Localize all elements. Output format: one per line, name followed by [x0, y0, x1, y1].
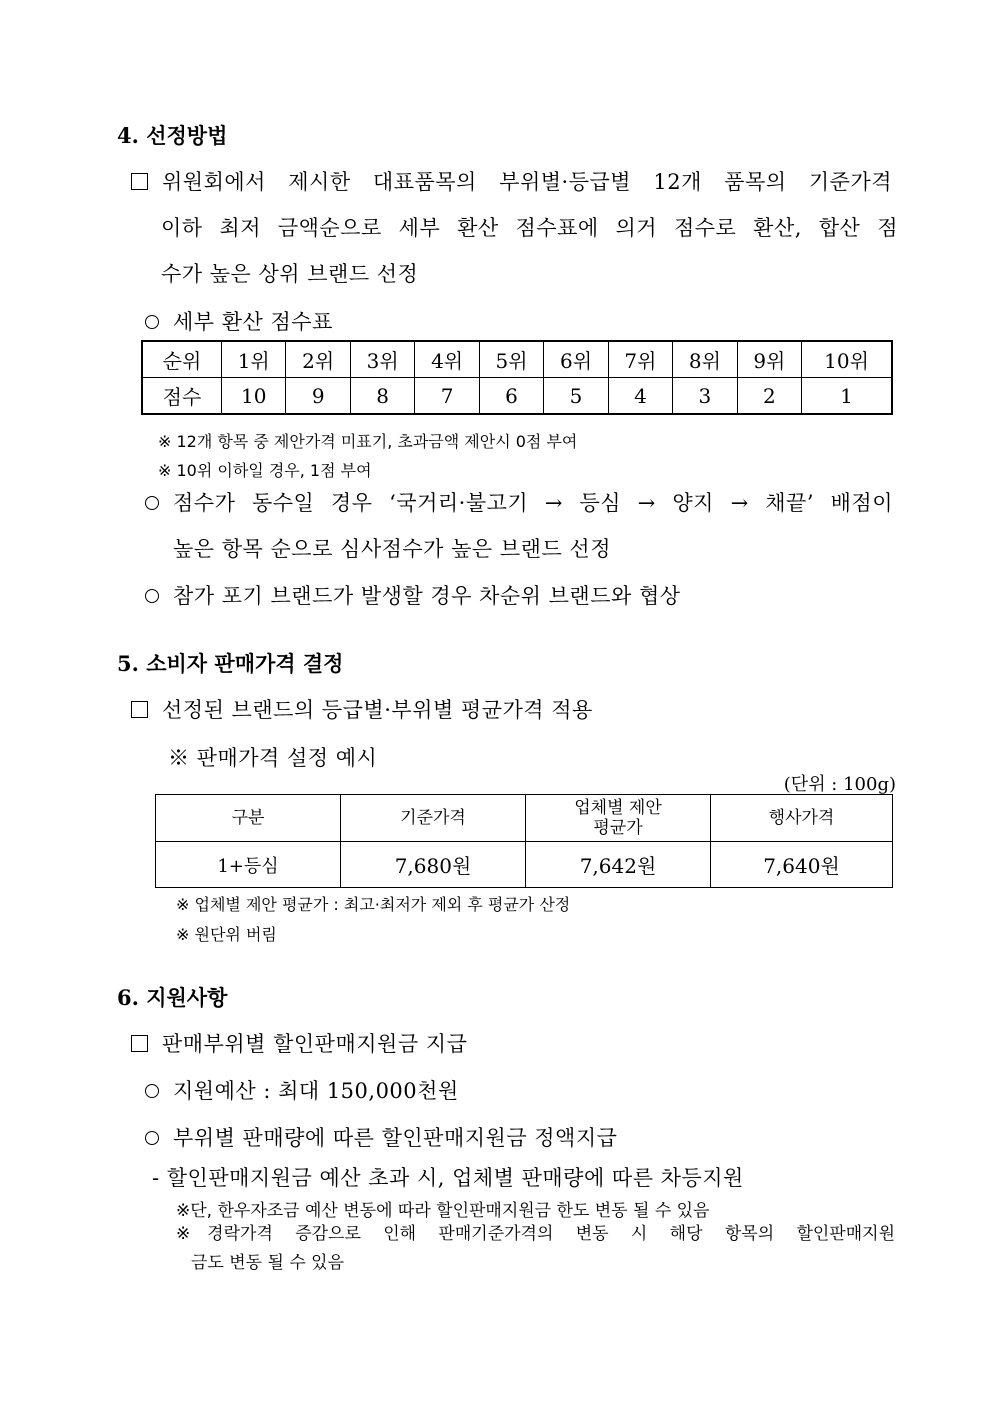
section-4-paragraph-line-2: 이하 최저 금액순으로 세부 환산 점수표에 의거 점수로 환산, 합산 점: [161, 216, 898, 240]
fixed-support-text: 부위별 판매량에 따른 할인판매지원금 정액지급: [173, 1126, 618, 1150]
score-cell: 1: [802, 378, 892, 415]
header-base-price: 기준가격: [341, 795, 526, 842]
price-table: [155, 794, 893, 888]
header-category: 구분: [156, 795, 341, 842]
circle-bullet-icon: [145, 496, 159, 510]
rank-cell: 6위: [544, 341, 608, 378]
support-note-3: 금도 변동 될 수 있음: [191, 1253, 344, 1273]
score-cell: 4: [608, 378, 672, 415]
budget-line: [145, 1075, 459, 1105]
rank-header-cell: 순위: [142, 341, 222, 378]
section-5-title: 5. 소비자 판매가격 결정: [117, 651, 344, 676]
cell-proposed-average: 7,642원: [526, 842, 711, 888]
section-6-paragraph-text: 판매부위별 할인판매지원금 지급: [162, 1032, 468, 1056]
tie-rule-line-2: 높은 항목 순으로 심사점수가 높은 브랜드 선정: [173, 537, 611, 561]
section-6-paragraph: [131, 1028, 467, 1058]
rank-cell: 4위: [415, 341, 479, 378]
score-cell: 10: [222, 378, 286, 415]
forfeit-rule-text: 참가 포기 브랜드가 발생할 경우 차순위 브랜드와 협상: [173, 584, 681, 608]
price-example-label: ※ 판매가격 설정 예시: [168, 746, 378, 770]
tie-rule-line-1: [145, 487, 893, 517]
tie-rule-text-1: 점수가 동수일 경우 ‘국거리·불고기 → 등심 → 양지 → 채끝’ 배점이: [173, 491, 893, 515]
tiered-support-line: - 할인판매지원금 예산 초과 시, 업체별 판매량에 따른 차등지원: [152, 1166, 744, 1190]
header-proposed-average-line-1: 업체별 제안: [574, 798, 662, 818]
rank-cell: 3위: [350, 341, 414, 378]
score-table: [141, 340, 893, 415]
rank-cell: 1위: [222, 341, 286, 378]
support-note-1: ※단, 한우자조금 예산 변동에 따라 할인판매지원금 한도 변동 될 수 있음: [176, 1201, 710, 1221]
score-note-1: ※ 12개 항목 중 제안가격 미표기, 초과금액 제안시 0점 부여: [158, 432, 578, 451]
checkbox-square-icon: [131, 173, 148, 190]
section-4-title: 4. 선정방법: [117, 123, 228, 148]
score-cell: 8: [350, 378, 414, 415]
price-table-row: [156, 842, 893, 888]
header-event-price: 행사가격: [711, 795, 893, 842]
fixed-support-line: [145, 1122, 617, 1152]
rank-cell: 8위: [673, 341, 737, 378]
cell-category: 1+등심: [156, 842, 341, 888]
score-table-rank-row: [142, 341, 892, 378]
circle-bullet-icon: [145, 589, 159, 603]
caption-text: 세부 환산 점수표: [173, 310, 333, 334]
price-note-1: ※ 업체별 제안 평균가 : 최고·최저가 제외 후 평균가 산정: [176, 895, 571, 914]
price-table-header-row: [156, 795, 893, 842]
circle-bullet-icon: [145, 315, 159, 329]
section-6-title: 6. 지원사항: [117, 985, 228, 1010]
section-5-paragraph-text: 선정된 브랜드의 등급별·부위별 평균가격 적용: [162, 698, 593, 722]
score-cell: 5: [544, 378, 608, 415]
support-note-2: ※경락가격 증감으로 인해 판매기준가격의 변동 시 해당 항목의 할인판매지원: [176, 1224, 895, 1244]
score-header-cell: 점수: [142, 378, 222, 415]
rank-cell: 7위: [608, 341, 672, 378]
score-note-2: ※ 10위 이하일 경우, 1점 부여: [158, 461, 372, 480]
unit-label: (단위 : 100g): [783, 774, 896, 795]
rank-cell: 2위: [286, 341, 350, 378]
score-cell: 7: [415, 378, 479, 415]
cell-base-price: 7,680원: [341, 842, 526, 888]
header-proposed-average-line-2: 평균가: [593, 818, 643, 838]
circle-bullet-icon: [145, 1131, 159, 1145]
score-cell: 9: [286, 378, 350, 415]
circle-bullet-icon: [145, 1084, 159, 1098]
section-4-paragraph-line-1: [131, 166, 892, 196]
score-table-caption: [145, 306, 333, 336]
budget-text: 지원예산 : 최대 150,000천원: [173, 1079, 459, 1103]
checkbox-square-icon: [131, 701, 148, 718]
rank-cell: 5위: [479, 341, 543, 378]
section-4-paragraph-line-3: 수가 높은 상위 브랜드 선정: [161, 262, 419, 286]
rank-cell: 9위: [737, 341, 801, 378]
section-5-paragraph: [131, 694, 593, 724]
score-cell: 6: [479, 378, 543, 415]
price-note-2: ※ 원단위 버림: [176, 925, 277, 944]
para-line-1-text: 위원회에서 제시한 대표품목의 부위별·등급별 12개 품목의 기준가격: [162, 170, 892, 194]
score-cell: 2: [737, 378, 801, 415]
checkbox-square-icon: [131, 1035, 148, 1052]
score-cell: 3: [673, 378, 737, 415]
score-table-score-row: [142, 378, 892, 415]
header-proposed-average: [526, 795, 711, 842]
rank-cell: 10위: [802, 341, 892, 378]
cell-event-price: 7,640원: [711, 842, 893, 888]
forfeit-rule: [145, 580, 681, 610]
